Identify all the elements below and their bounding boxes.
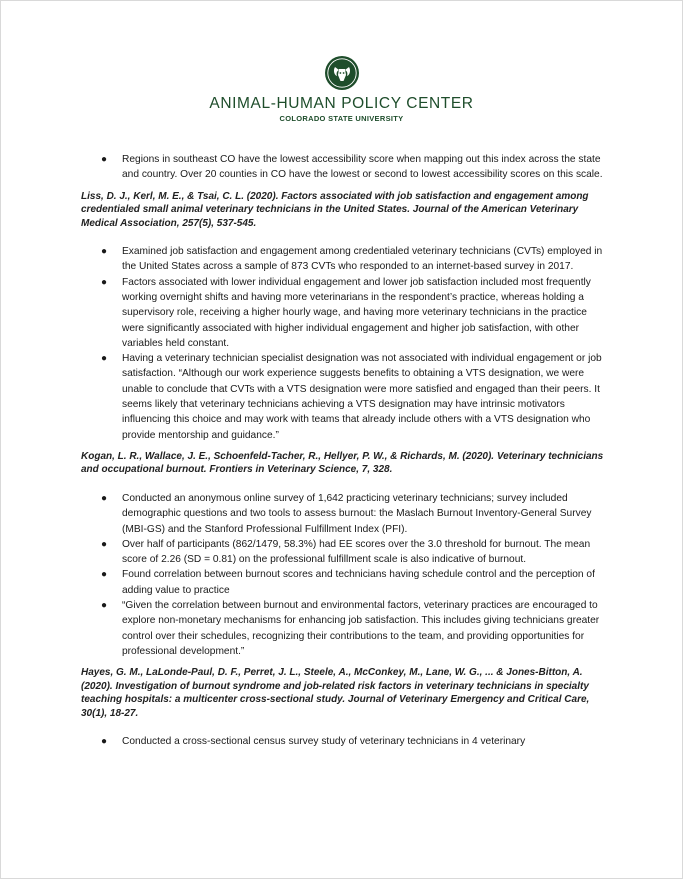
- bullet-text: Over half of participants (862/1479, 58.3%) had EE scores over the 3.0 threshold for burnout. The mean score of 2.26 (SD = 0.81) on the professional fulfillment scale is also indicative of burnout.: [122, 538, 591, 566]
- bullet-icon: ●: [101, 600, 108, 612]
- citation: Hayes, G. M., LaLonde-Paul, D. F., Perret, J. L., Steele, A., McConkey, M., Lane, W. G., ... & Jones-Bitton, A. (2020). Investigation of burnout syndrome and job-related risk factors in veterinary technicians in specialty teaching hospitals: a multicenter cross-sectional study. Journal of Veterinary Emergency and Critical Care, 30(1), 18-27.: [81, 667, 590, 719]
- list-item: [81, 275, 611, 351]
- bullet-text: Conducted an anonymous online survey of 1,642 practicing veterinary technicians; survey included demographic questions and two tools to assess burnout: the Maslach Burnout Inventory-General Survey (MBI-GS) and the Stanford Professional Fulfillment Index (PFI).: [122, 492, 592, 535]
- citation: Kogan, L. R., Wallace, J. E., Schoenfeld-Tacher, R., Hellyer, P. W., & Richards, M. (2020). Veterinary technicians and occupational burnout. Frontiers in Veterinary Science, 7, 328.: [81, 450, 604, 476]
- list-item: [81, 734, 611, 749]
- university-name: COLORADO STATE UNIVERSITY: [279, 114, 404, 123]
- bullet-text: Factors associated with lower individual engagement and lower job satisfaction included most frequently working overnight shifts and having more veterinarians in the respondent’s practice, whereas holding a supervisory role, receiving a higher hourly wage, and having more veterinary technicians in the practice were significantly associated with higher individual engagement and higher job satisfaction, with other variables held constant.: [122, 276, 591, 349]
- bullet-text: Found correlation between burnout scores and technicians having schedule control and the perception of adding value to practice: [122, 569, 595, 596]
- csu-ram-logo-icon: [324, 55, 360, 91]
- org-name: ANIMAL-HUMAN POLICY CENTER: [209, 95, 474, 112]
- document-body: [81, 152, 611, 750]
- list-item: [81, 567, 611, 598]
- bullet-icon: ●: [101, 736, 108, 748]
- bullet-icon: ●: [101, 246, 108, 258]
- letterhead: [1, 55, 682, 123]
- bullet-list: [81, 491, 611, 659]
- list-item: [81, 491, 611, 537]
- list-item: [81, 537, 611, 568]
- citation: Liss, D. J., Kerl, M. E., & Tsai, C. L. (2020). Factors associated with job satisfaction and engagement among credentialed small animal veterinary technicians in the United States. Journal of the American Veterinary Medical Association, 257(5), 537-545.: [81, 190, 589, 229]
- bullet-text: Regions in southeast CO have the lowest accessibility score when mapping out this index across the state and country. Over 20 counties in CO have the lowest or second to lowest accessibility scores on this scale.: [122, 154, 603, 181]
- bullet-icon: ●: [101, 353, 108, 365]
- list-item: [81, 152, 611, 183]
- bullet-icon: ●: [101, 492, 108, 504]
- bullet-icon: ●: [101, 538, 108, 550]
- bullet-text: Conducted a cross-sectional census survey study of veterinary technicians in 4 veterinary: [122, 736, 526, 748]
- bullet-icon: ●: [101, 154, 108, 165]
- bullet-text: “Given the correlation between burnout and environmental factors, veterinary practices are encouraged to explore non-monetary mechanisms for enhancing job satisfaction. This includes giving technicians greater control over their schedules, recognizing their contributions to the team, and providing opportunities for professional development.”: [122, 600, 600, 657]
- bullet-icon: ●: [101, 276, 108, 288]
- bullet-text: Having a veterinary technician specialist designation was not associated with individual engagement or job satisfaction. “Although our work experience suggests benefits to obtaining a VTS designation, we were unable to conclude that CVTs with a VTS designation were more satisfied and engaged than their peers. It seems likely that veterinary technicians achieving a VTS designation may have intrinsic motivators influencing this choice and may work with teams that already include others with a VTS designation who provide mentorship and guidance.”: [122, 353, 602, 441]
- list-item: [81, 244, 611, 275]
- bullet-icon: ●: [101, 569, 108, 581]
- bullet-list: [81, 244, 611, 443]
- list-item: [81, 351, 611, 443]
- bullet-text: Examined job satisfaction and engagement among credentialed veterinary technicians (CVTs) employed in the United States across a sample of 873 CVTs who responded to an internet-based survey in 2017.: [122, 246, 603, 273]
- list-item: [81, 598, 611, 659]
- bullet-list: [81, 152, 611, 183]
- bullet-list: [81, 734, 611, 749]
